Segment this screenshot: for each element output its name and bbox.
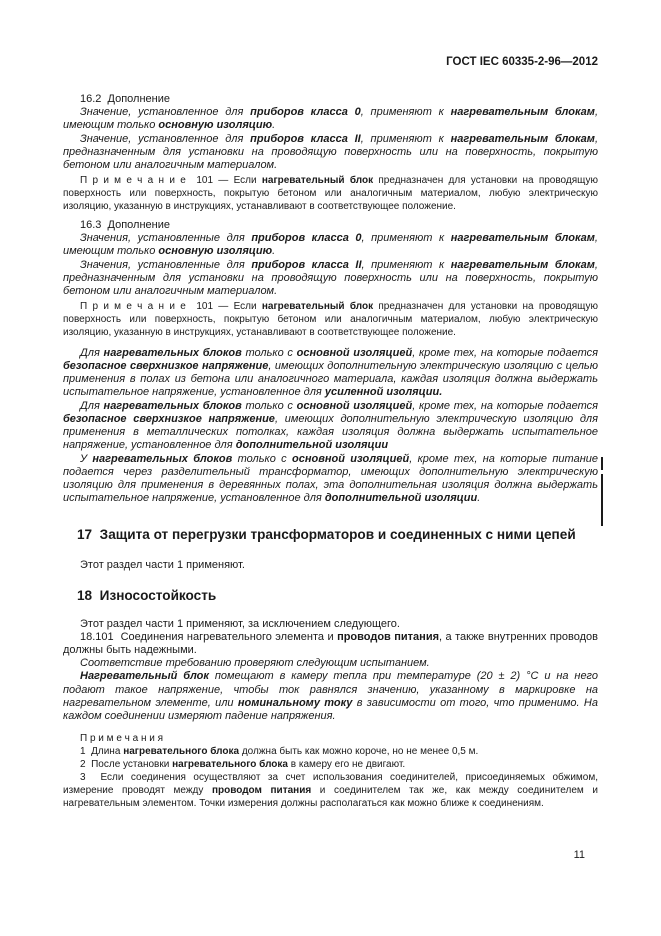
- clause-18-101-paragraph: 18.101 Соединения нагревательного элемента и проводов питания, а также внутренних проводов должны быть надежными.: [63, 630, 598, 656]
- note-101-text-2: П р и м е ч а н и е 101 — Если нагревательный блок предназначен для установки на проводящую поверхность или поверхность, покрытую бетоном или аналогичным материалом, любую электрическую изоляцию, указанную в инструкциях, устанавливают в соответствующее положение.: [63, 301, 598, 338]
- revision-change-bar-upper: [601, 457, 603, 470]
- requirement-paragraph-wooden-floors: У нагревательных блоков только с основной изоляцией, кроме тех, на которые питание подается через разделительный трансформатор, имеющих дополнительную электрическую изоляцию для применения в деревянных полах, эта дополнительная изоляция должна выдержать испытательное напряжение, установленное для дополнительной изоляции.: [63, 452, 598, 505]
- compliance-check-paragraph: Соответствие требованию проверяют следующим испытанием.: [80, 657, 430, 670]
- section-16-3-heading: 16.3 Дополнение: [80, 218, 170, 231]
- note-item-1: 1 Длина нагревательного блока должна быть как можно короче, но не менее 0,5 м.: [80, 746, 479, 758]
- section-16-3-paragraph-class-2: Значения, установленные для приборов класса II, применяют к нагревательным блокам, предназначенным для установки на проводящую поверхность или на поверхность, покрытую бетоном или аналогичным материалом.: [63, 258, 598, 297]
- note-101-block-1: [63, 175, 598, 214]
- requirement-paragraph-metal-ceilings: Для нагревательных блоков только с основной изоляцией, кроме тех, на которые подается безопасное сверхнизкое напряжение, имеющих дополнительную электрическую изоляцию для применения в металлических потолках, каждая изоляция должна выдержать испытательное напряжение, установленное для дополнительной изоляции: [63, 399, 598, 452]
- note-item-2: 2 После установки нагревательного блока в камеру его не двигают.: [80, 758, 406, 770]
- note-item-3: 3 Если соединения осуществляют за счет использования соединителей, присоединяемых обжимом, измерение проводят между проводом питания и соединителем так же, как между соединителем и нагревательным элементом. Точки измерения должны располагаться как можно ближе к соединениям.: [63, 771, 598, 809]
- requirement-paragraph-concrete-floors: Для нагревательных блоков только с основной изоляцией, кроме тех, на которые подается безопасное сверхнизкое напряжение, имеющих дополнительную электрическую изоляцию с целью применения в полах из бетона или аналогичного материала, каждая изоляция должна выдержать испытательное напряжение, установленное для усиленной изоляции.: [63, 346, 598, 399]
- section-16-2-paragraph-class-2: Значение, установленное для приборов класса II, применяют к нагревательным блокам, предназначенным для установки на проводящую поверхность или на поверхность, покрытую бетоном или аналогичным материалом.: [63, 132, 598, 172]
- section-18-paragraph-applies: Этот раздел части 1 применяют, за исключением следующего.: [80, 617, 400, 630]
- section-18-heading: 18 Износостойкость: [77, 587, 217, 603]
- section-16-2-paragraph-class-0: Значение, установленное для приборов класса 0, применяют к нагревательным блокам, имеющим только основную изоляцию.: [63, 106, 598, 132]
- notes-block: [63, 733, 598, 810]
- standard-designation-header: ГОСТ IEC 60335-2-96—2012: [446, 56, 598, 68]
- note-101-block-2: [63, 301, 598, 340]
- page-number: 11: [573, 849, 585, 861]
- note-101-text-1: П р и м е ч а н и е 101 — Если нагревательный блок предназначен для установки на проводящую поверхность или поверхность, покрытую бетоном или аналогичным материалом, любую электрическую изоляцию, указанную в инструкциях, устанавливают в соответствующее положение.: [63, 175, 598, 213]
- revision-change-bar-lower: [601, 474, 603, 526]
- test-procedure-paragraph: Нагревательный блок помещают в камеру тепла при температуре (20 ± 2) °С и на него подают такое напряжение, чтобы ток равнялся значению, указанному в маркировке на нагревательном элементе, или номинальному току в зависимости от того, что применимо. На каждом соединении измеряют падение напряжения.: [63, 670, 598, 722]
- section-17-paragraph: Этот раздел части 1 применяют.: [80, 559, 245, 572]
- section-16-3-paragraph-class-0: Значения, установленные для приборов класса 0, применяют к нагревательным блокам, имеющим только основную изоляцию.: [63, 232, 598, 258]
- section-17-heading: 17 Защита от перегрузки трансформаторов и соединенных с ними цепей: [77, 527, 576, 543]
- notes-title: П р и м е ч а н и я: [80, 733, 164, 745]
- section-16-2-heading: 16.2 Дополнение: [80, 93, 170, 105]
